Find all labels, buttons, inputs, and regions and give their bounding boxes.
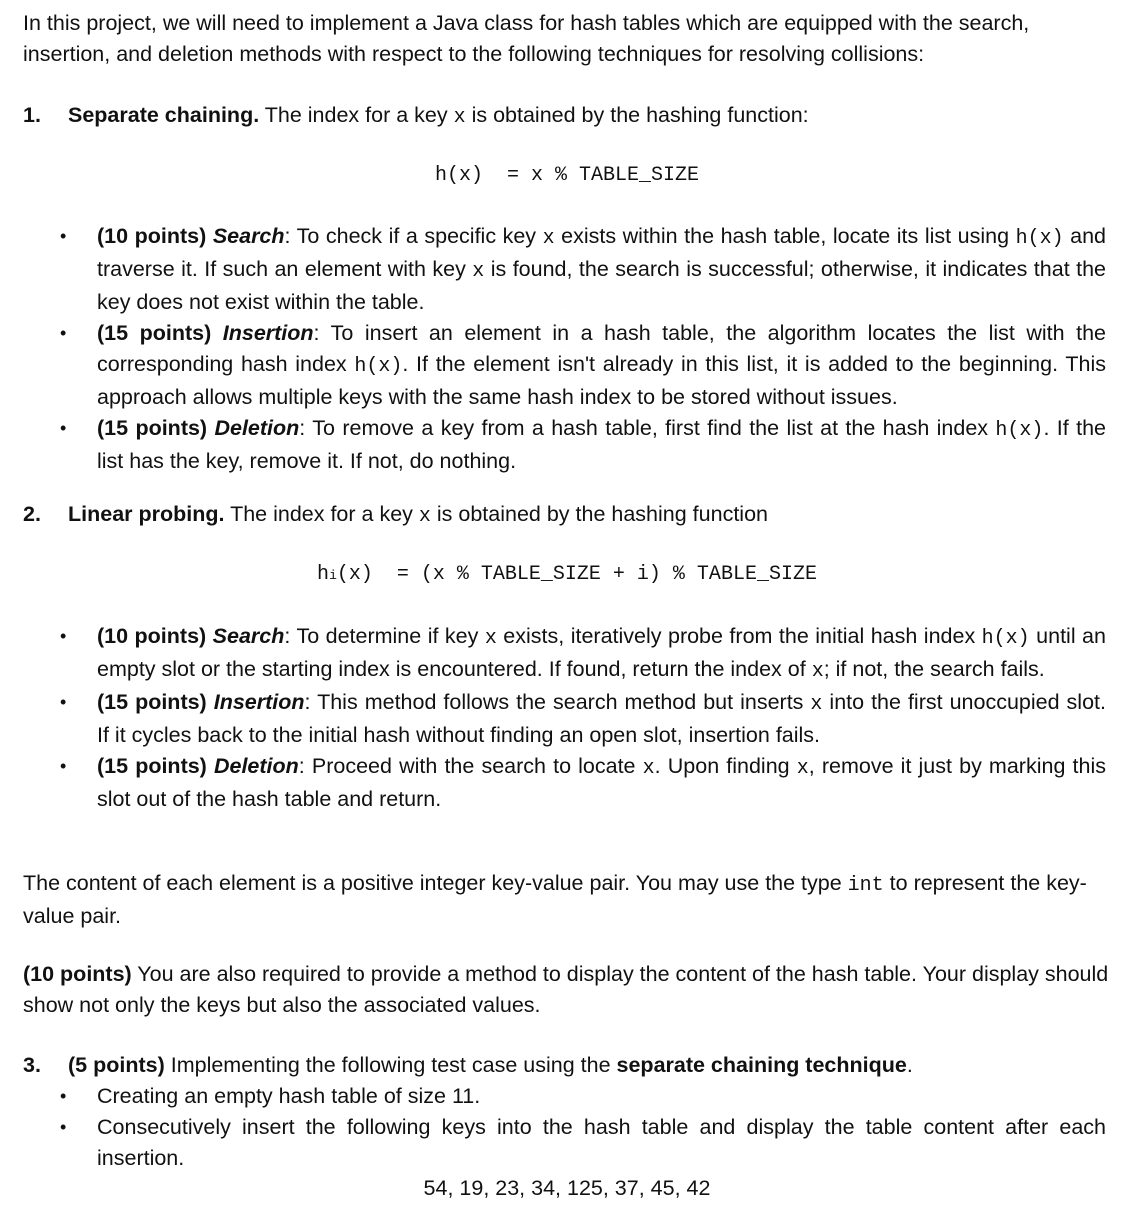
bullet-icon: • — [60, 226, 67, 246]
display-paragraph: (10 points) You are also required to provide a method to display the content of the hash table. Your display should show not only the keys but also the associated values. — [23, 962, 1109, 1017]
section-heading: (5 points) Implementing the following test case using the separate chaining technique. — [68, 1053, 913, 1077]
bullet-icon: • — [60, 1117, 67, 1137]
list-item: • (15 points) Insertion: To insert an element in a hash table, the algorithm locates the list with the corresponding hash index h(x). If the element isn't already in this list, it is added to the beginning. This approach allows multiple keys with the same hash index to be stored without issues. — [60, 318, 1106, 413]
hash-formula: h(x) = x % TABLE_SIZE — [434, 164, 700, 187]
test-keys: 54, 19, 23, 34, 125, 37, 45, 42 — [423, 1176, 711, 1200]
list-item: • Creating an empty hash table of size 11. — [60, 1081, 1106, 1112]
bullet-icon: • — [60, 323, 67, 343]
list-item: • Consecutively insert the following keys into the hash table and display the table content after each insertion. — [60, 1112, 1106, 1174]
section-number: 1. — [23, 103, 41, 127]
section-heading: Separate chaining. The index for a key x is obtained by the hashing function: — [68, 103, 809, 129]
section-title: Linear probing. — [68, 502, 225, 526]
section-number: 3. — [23, 1053, 41, 1077]
separate-chaining-list — [60, 221, 1106, 477]
content-paragraph: The content of each element is a positive integer key-value pair. You may use the type int to represent the key-value pair. — [23, 871, 1087, 928]
intro-paragraph: In this project, we will need to implement a Java class for hash tables which are equipped with the search, insertion, and deletion methods with respect to the following techniques for resolving collisions: — [23, 11, 1030, 66]
bullet-icon: • — [60, 756, 67, 776]
bullet-icon: • — [60, 626, 67, 646]
linear-probing-list — [60, 621, 1106, 815]
bullet-icon: • — [60, 1086, 67, 1106]
section-number: 2. — [23, 502, 41, 526]
list-item: • (10 points) Search: To check if a specific key x exists within the hash table, locate its list using h(x) and traverse it. If such an element with key x is found, the search is successful; otherwise, it indicates that the key does not exist within the table. — [60, 221, 1106, 318]
list-item: • (10 points) Search: To determine if key x exists, iteratively probe from the initial hash index h(x) until an empty slot or the starting index is encountered. If found, return the index of x; if not, the search fails. — [60, 621, 1106, 687]
list-item: • (15 points) Deletion: Proceed with the search to locate x. Upon finding x, remove it just by marking this slot out of the hash table and return. — [60, 751, 1106, 815]
bullet-icon: • — [60, 692, 67, 712]
test-case-list — [60, 1081, 1106, 1174]
list-item: • (15 points) Insertion: This method follows the search method but inserts x into the first unoccupied slot. If it cycles back to the initial hash without finding an open slot, insertion fails. — [60, 687, 1106, 751]
list-item: • (15 points) Deletion: To remove a key from a hash table, first find the list at the hash index h(x). If the list has the key, remove it. If not, do nothing. — [60, 413, 1106, 477]
probe-formula: hi(x) = (x % TABLE_SIZE + i) % TABLE_SIZE — [317, 563, 817, 586]
bullet-icon: • — [60, 418, 67, 438]
section-heading: Linear probing. The index for a key x is obtained by the hashing function — [68, 502, 768, 528]
section-title: Separate chaining. — [68, 103, 260, 127]
